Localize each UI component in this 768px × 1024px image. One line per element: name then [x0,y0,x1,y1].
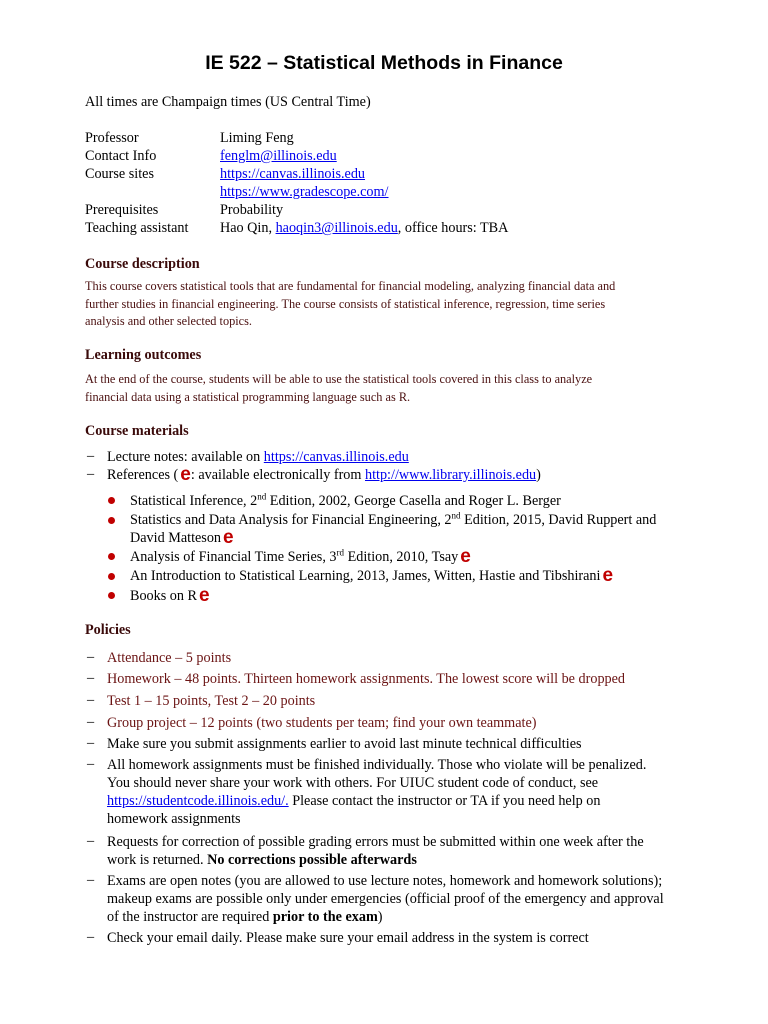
course-description-line: analysis and other selected topics. [85,314,252,328]
book-item: An Introduction to Statistical Learning, 2013, James, Witten, Hastie and Tibshirani e [130,565,614,586]
dash-marker: – [87,670,95,686]
ta-email-link[interactable]: haoqin3@illinois.edu [275,220,398,236]
prereq-label: Prerequisites [85,202,159,218]
e-electronic-icon: e [602,565,614,586]
policies-heading: Policies [85,622,131,638]
dash-marker: – [87,756,95,772]
prereq-value: Probability [220,202,284,218]
course-description-heading: Course description [85,256,200,272]
learning-outcomes-line: financial data using a statistical programming language such as R. [85,389,411,404]
course-materials-heading: Course materials [85,423,189,439]
course-description-line: This course covers statistical tools that are fundamental for financial modeling, analyzing financial data and [85,279,616,293]
ta-label: Teaching assistant [85,220,189,236]
learning-outcomes-text [85,371,705,406]
course-description-line: further studies in financial engineering. The course consists of statistical inference, regression, time series [85,296,606,311]
dash-marker: – [87,448,95,464]
lecture-notes-item: Lecture notes: available on https://canvas.illinois.edu [107,449,409,465]
contact-email-link[interactable]: fenglm@illinois.edu [220,148,337,164]
course-sites-label: Course sites [85,166,154,182]
canvas-link[interactable]: https://canvas.illinois.edu [220,166,366,182]
dash-marker: – [87,872,95,888]
dash-marker: – [87,649,95,665]
policy-attendance: Attendance – 5 points [107,650,232,666]
policy-tests: Test 1 – 15 points, Test 2 – 20 points [107,693,316,709]
policy-homework: Homework – 48 points. Thirteen homework assignments. The lowest score will be dropped [107,671,626,687]
references-item: References ( e: available electronically from http://www.library.illinois.edu) [107,464,541,485]
dash-marker: – [87,692,95,708]
e-electronic-icon: e [223,527,234,548]
student-code-link[interactable]: https://studentcode.illinois.edu/. [107,793,289,809]
policy-check-email: Check your email daily. Please make sure your email address in the system is correct [107,930,589,946]
learning-outcomes-line: At the end of the course, students will be able to use the statistical tools covered in this class to analyze [85,372,593,386]
policy-grading-errors: Requests for correction of possible grading errors must be submitted within one week after the work is returned. No corrections possible afterwards [107,834,644,868]
policy-individual-work: All homework assignments must be finished individually. Those who violate will be penalized. You should never share your work with others. For UIUC student code of conduct, see https://studentcode.illinois.edu/. Please contact the instructor or TA if you need help on homework assignments [107,757,647,827]
book-item: Analysis of Financial Time Series, 3rd Edition, 2010, Tsay e [130,546,471,567]
lecture-notes-link[interactable]: https://canvas.illinois.edu [263,449,409,465]
professor-value: Liming Feng [220,130,294,146]
bullet-icon [108,497,115,504]
dash-marker: – [87,929,95,945]
book-item: Statistics and Data Analysis for Financial Engineering, 2nd Edition, 2015, David Ruppert and David Matteson e [130,510,657,548]
dash-marker: – [87,833,95,849]
e-electronic-icon: e [180,464,191,485]
e-electronic-icon: e [199,585,210,606]
ta-name: Hao Qin, [220,220,276,236]
bullet-icon [108,553,115,560]
ta-office-hours: , office hours: TBA [397,220,509,236]
ta-value [220,220,508,237]
policy-exams: Exams are open notes (you are allowed to use lecture notes, homework and homework solutions); makeup exams are possible only under emergencies (official proof of the emergency and approval of the instructor are required prior to the exam) [107,873,664,925]
contact-label: Contact Info [85,148,157,164]
bullet-icon [108,592,115,599]
page-title: IE 522 – Statistical Methods in Finance [205,52,563,74]
dash-marker: – [87,466,95,482]
dash-marker: – [87,735,95,751]
gradescope-link[interactable]: https://www.gradescope.com/ [220,184,389,200]
bullet-icon [108,573,115,580]
professor-label: Professor [85,130,139,146]
timezone-note: All times are Champaign times (US Central Time) [85,94,371,110]
library-link[interactable]: http://www.library.illinois.edu [364,467,537,483]
course-description-text [85,278,705,331]
book-item: Books on R e [130,585,210,606]
learning-outcomes-heading: Learning outcomes [85,347,202,363]
bullet-icon [108,517,115,524]
policy-group-project: Group project – 12 points (two students per team; find your own teammate) [107,715,537,731]
book-item: Statistical Inference, 2nd Edition, 2002, George Casella and Roger L. Berger [130,491,561,509]
policy-submit-early: Make sure you submit assignments earlier to avoid last minute technical difficulties [107,736,582,752]
e-electronic-icon: e [460,546,471,567]
dash-marker: – [87,714,95,730]
